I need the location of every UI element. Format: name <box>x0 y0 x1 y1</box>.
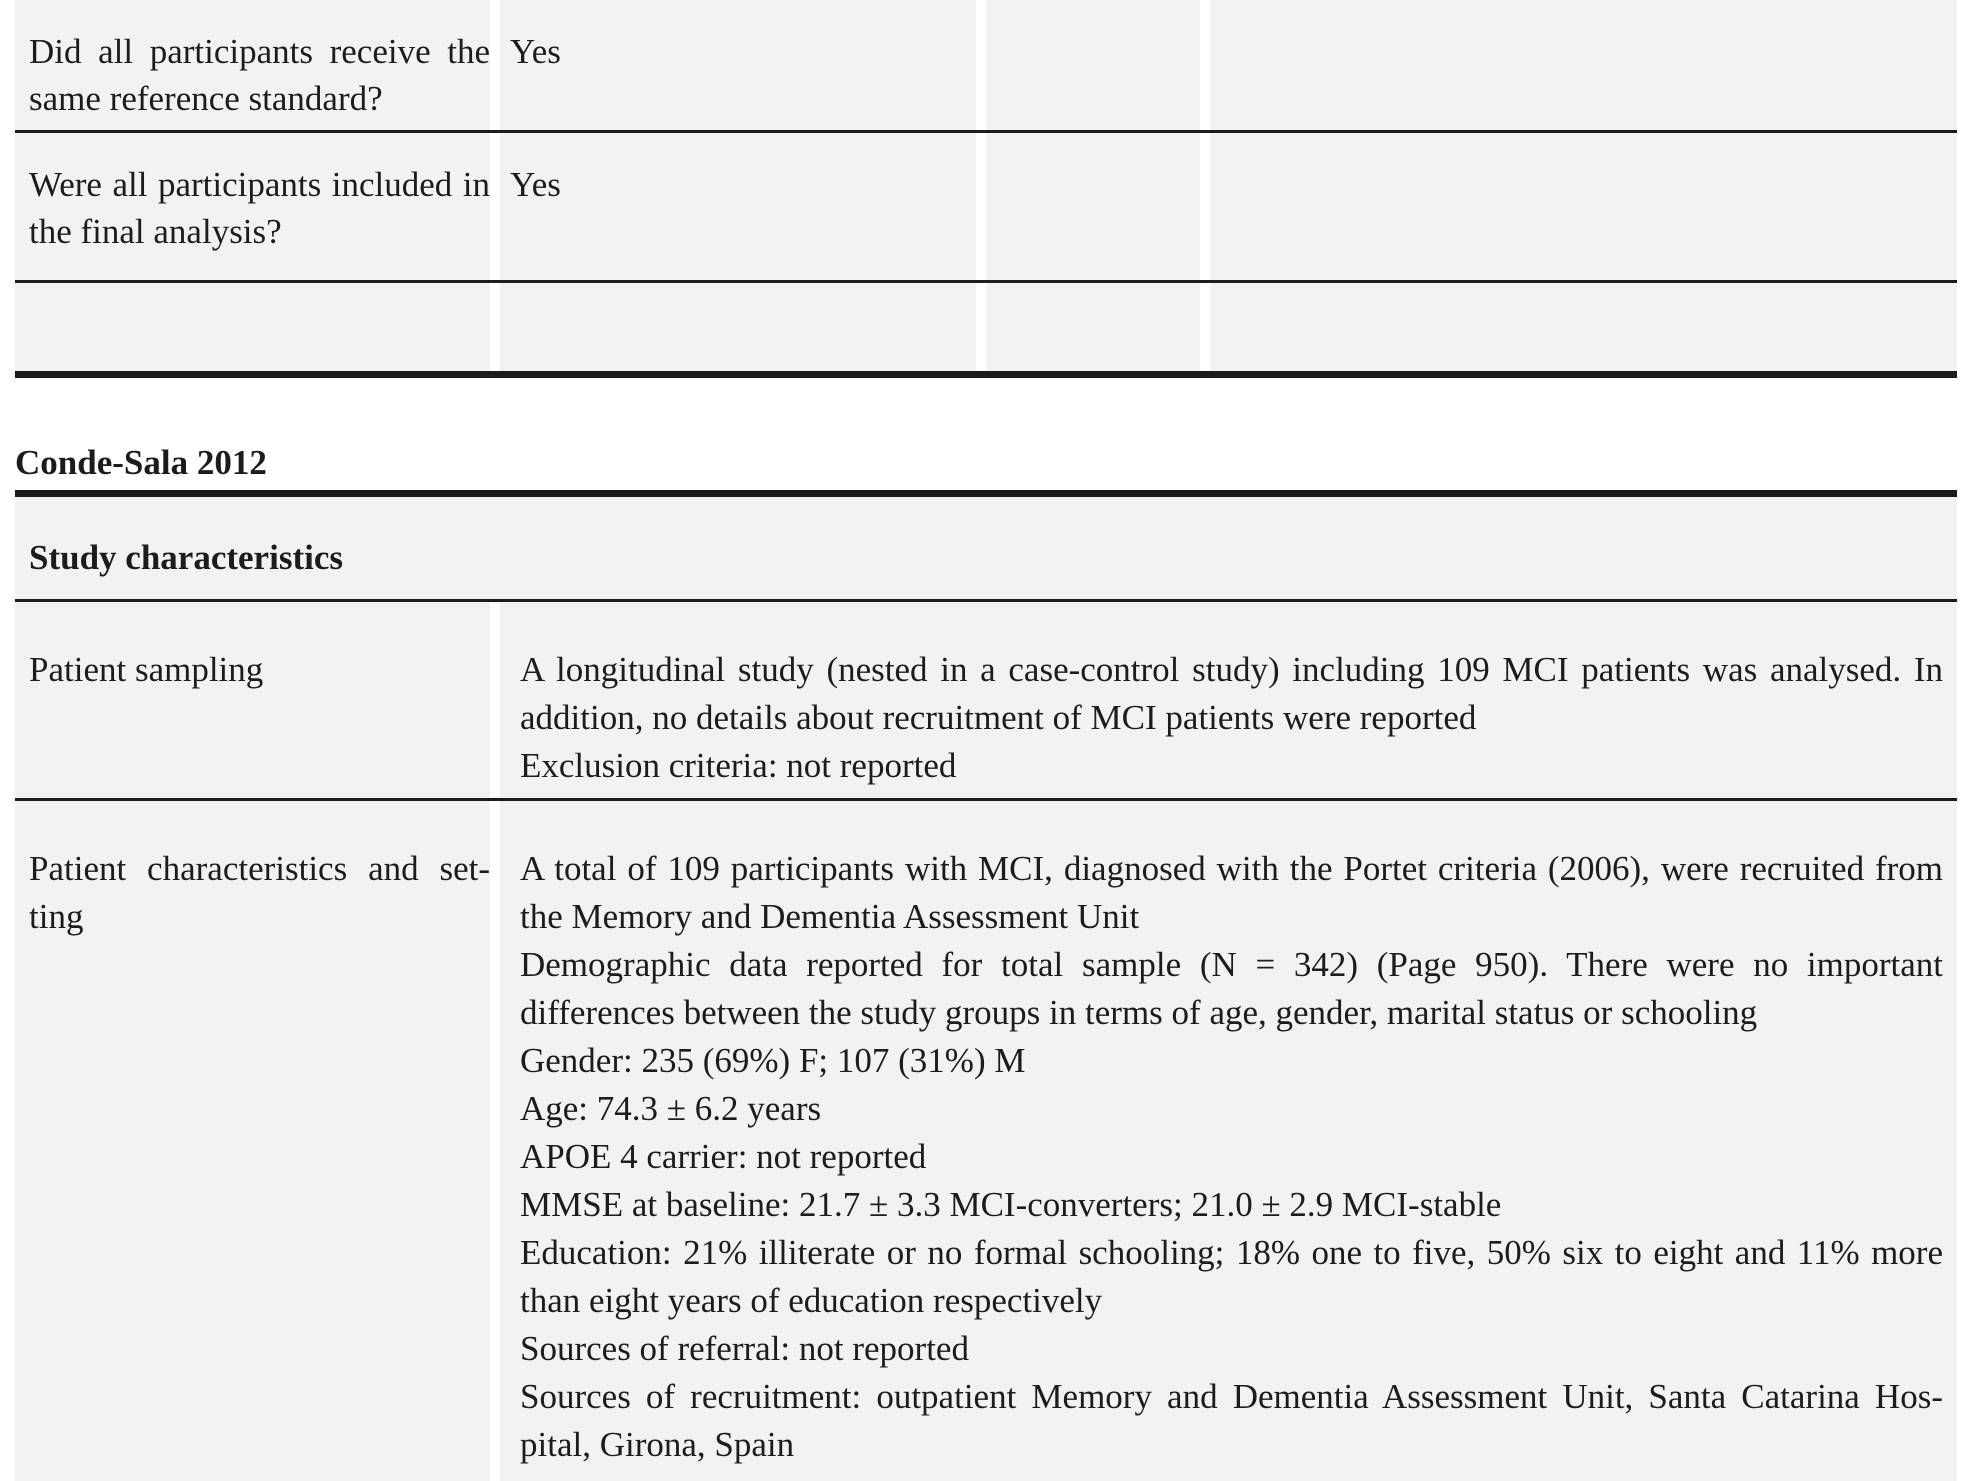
value-line: Education: 21% illiterate or no formal schooling; 18% one to five, 50% six to eight and 11% more than eight years of education respectively <box>520 1233 1943 1320</box>
value-line: Sources of recruitment: outpatient Memory and Dementia Assessment Unit, Santa Catarina Hos-pital, Girona, Spain <box>520 1377 1943 1464</box>
document-page <box>15 0 1957 1464</box>
question-cell <box>15 283 490 373</box>
value-line: MMSE at baseline: 21.7 ± 3.3 MCI-converters; 21.0 ± 2.9 MCI-stable <box>520 1185 1502 1224</box>
value-line: Demographic data reported for total sample (N = 342) (Page 950). There were no important differences between the study groups in terms of age, gender, marital status or schooling <box>520 945 1943 1032</box>
empty-cell <box>1210 283 1957 373</box>
table-bottom-rule <box>15 371 1957 378</box>
row-label: Patient characteristics and set-ting <box>15 801 490 1481</box>
empty-cell <box>986 0 1200 130</box>
table-row <box>15 133 1957 280</box>
row-label: Patient sampling <box>15 602 490 798</box>
empty-cell <box>1210 133 1957 280</box>
table-row <box>15 602 1957 798</box>
table-row <box>15 801 1957 1481</box>
table-row <box>15 0 1957 130</box>
value-line: Sources of referral: not reported <box>520 1329 969 1368</box>
study-title: Conde-Sala 2012 <box>15 443 267 482</box>
quality-assessment-table <box>15 0 1957 373</box>
value-line: A longitudinal study (nested in a case-control study) including 109 MCI patients was analysed. In addition, no details about recruitment of MCI patients were reported <box>520 650 1943 737</box>
empty-cell <box>986 133 1200 280</box>
row-value <box>500 602 1957 798</box>
question-cell: Were all participants included in the final analysis? <box>15 133 490 280</box>
answer-cell: Yes <box>500 0 976 130</box>
section-heading: Study characteristics <box>15 497 1957 599</box>
study-characteristics-table <box>15 490 1957 1481</box>
row-value <box>500 801 1957 1481</box>
value-line: Gender: 235 (69%) F; 107 (31%) M <box>520 1041 1026 1080</box>
empty-cell <box>986 283 1200 373</box>
value-line: A total of 109 participants with MCI, diagnosed with the Portet criteria (2006), were recruited from the Memory and Dementia Assessment Unit <box>520 849 1943 936</box>
value-line: Age: 74.3 ± 6.2 years <box>520 1089 822 1128</box>
empty-cell <box>1210 0 1957 130</box>
value-line: Exclusion criteria: not reported <box>520 746 957 785</box>
value-line: APOE 4 carrier: not reported <box>520 1137 927 1176</box>
answer-cell: Yes <box>500 133 976 280</box>
table-row <box>15 283 1957 373</box>
table-top-rule <box>15 490 1957 497</box>
question-cell: Did all participants receive the same reference standard? <box>15 0 490 130</box>
answer-cell <box>500 283 976 373</box>
